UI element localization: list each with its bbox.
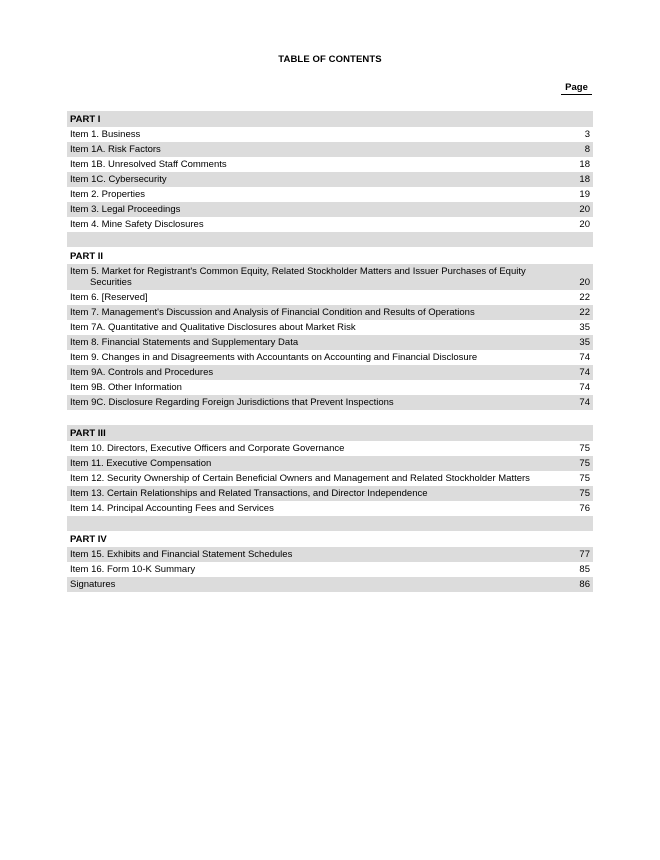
part-label [70, 534, 560, 547]
entry-label-text: Item 3. Legal Proceedings [70, 204, 181, 215]
entry-label [70, 382, 560, 395]
entry-label-text: Item 9A. Controls and Procedures [70, 367, 214, 378]
entry-page-number: 77 [579, 549, 590, 560]
toc-entry[interactable] [67, 577, 593, 592]
entry-page-number: 3 [584, 129, 590, 140]
toc-title: TABLE OF CONTENTS [278, 54, 382, 65]
entry-label-text: PART IV [70, 534, 107, 545]
entry-page-number: 22 [579, 307, 590, 318]
entry-page-number: 19 [579, 189, 590, 200]
entry-page-number: 74 [579, 397, 590, 408]
entry-label [70, 174, 560, 187]
entry-page-number: 76 [579, 503, 590, 514]
entry-label [70, 579, 560, 592]
entry-page-number: 20 [579, 219, 590, 230]
entry-label [70, 322, 560, 335]
entry-label-text: Item 9C. Disclosure Regarding Foreign Jurisdictions that Prevent Inspections [70, 397, 394, 408]
entry-label [70, 458, 560, 471]
entry-page-number: 35 [579, 337, 590, 348]
toc-entry[interactable] [67, 202, 593, 217]
entry-page-number: 8 [584, 144, 590, 155]
entry-page-number: 18 [579, 174, 590, 185]
entry-page-number [560, 125, 590, 127]
entry-label-text: PART II [70, 251, 104, 262]
entry-label-text: PART I [70, 114, 101, 125]
entry-page-number: 20 [579, 277, 590, 288]
entry-page-number [560, 262, 590, 264]
entry-label [70, 549, 560, 562]
entry-label [70, 397, 560, 410]
entry-label-text: PART III [70, 428, 106, 439]
entry-label-text: Item 16. Form 10-K Summary [70, 564, 196, 575]
entry-label [70, 488, 560, 501]
entry-page-number: 22 [579, 292, 590, 303]
entry-page-number: 75 [579, 458, 590, 469]
toc-entry[interactable] [67, 456, 593, 471]
page-column-header: Page [561, 82, 592, 95]
toc-entry[interactable] [67, 305, 593, 320]
toc-entry[interactable] [67, 217, 593, 232]
part-label [70, 114, 560, 127]
toc-entry[interactable] [67, 264, 593, 290]
entry-label-text: Item 1A. Risk Factors [70, 144, 161, 155]
toc-entry[interactable] [67, 471, 593, 486]
toc-entry[interactable] [67, 441, 593, 456]
entry-label [70, 307, 560, 320]
entry-page-number: 75 [579, 488, 590, 499]
toc-part-heading [67, 531, 593, 547]
entry-label [70, 144, 560, 157]
entry-label-text: Item 11. Executive Compensation [70, 458, 212, 469]
entry-label-text: Item 8. Financial Statements and Supplementary Data [70, 337, 299, 348]
entry-label-text: Item 10. Directors, Executive Officers and Corporate Governance [70, 443, 345, 454]
toc-part-heading [67, 111, 593, 127]
entry-label [70, 292, 560, 305]
entry-label [70, 443, 560, 456]
entry-page-number: 75 [579, 443, 590, 454]
entry-label-text: Item 7A. Quantitative and Qualitative Disclosures about Market Risk [70, 322, 356, 333]
toc-part-heading [67, 425, 593, 441]
toc-entry[interactable] [67, 562, 593, 577]
toc-entry[interactable] [67, 320, 593, 335]
entry-page-number: 18 [579, 159, 590, 170]
part-label [70, 428, 560, 441]
entry-label-text: Item 14. Principal Accounting Fees and Services [70, 503, 274, 514]
entry-label [70, 503, 560, 516]
toc-entry[interactable] [67, 335, 593, 350]
entry-page-number [560, 545, 590, 547]
entry-label [70, 189, 560, 202]
entry-label-text: Item 1. Business [70, 129, 141, 140]
entry-page-number [560, 439, 590, 441]
entry-label-text: Item 12. Security Ownership of Certain Beneficial Owners and Management and Related Stockholder Matters [70, 473, 530, 484]
entry-label [70, 352, 560, 365]
toc-entry[interactable] [67, 187, 593, 202]
entry-label [70, 473, 560, 486]
entry-page-number: 75 [579, 473, 590, 484]
toc-part-heading [67, 247, 593, 264]
entry-label-text: Signatures [70, 579, 116, 590]
entry-page-number: 35 [579, 322, 590, 333]
entry-label [70, 367, 560, 380]
entry-page-number: 74 [579, 382, 590, 393]
toc-entry[interactable] [67, 395, 593, 410]
entry-label-continuation: Securities [90, 277, 132, 288]
entry-label [70, 219, 560, 232]
entry-label [70, 266, 560, 290]
toc-entry[interactable] [67, 172, 593, 187]
entry-label-text: Item 7. Management's Discussion and Analysis of Financial Condition and Results of Operations [70, 307, 475, 318]
toc-entry[interactable] [67, 350, 593, 365]
toc-spacer-row [67, 232, 593, 247]
entry-label [70, 337, 560, 350]
entry-page-number: 74 [579, 352, 590, 363]
toc-entry[interactable] [67, 547, 593, 562]
toc-entry[interactable] [67, 380, 593, 395]
toc-entry[interactable] [67, 290, 593, 305]
entry-label-text: Item 9. Changes in and Disagreements with Accountants on Accounting and Financial Disclosure [70, 352, 478, 363]
entry-label [70, 159, 560, 172]
entry-label-text: Item 13. Certain Relationships and Related Transactions, and Director Independence [70, 488, 428, 499]
entry-label-text: Item 1B. Unresolved Staff Comments [70, 159, 227, 170]
toc-entry[interactable] [67, 501, 593, 516]
entry-label-text: Item 15. Exhibits and Financial Statement Schedules [70, 549, 293, 560]
toc-spacer-row [67, 410, 593, 425]
entry-page-number: 85 [579, 564, 590, 575]
toc-entry[interactable] [67, 127, 593, 142]
entry-label-text: Item 6. [Reserved] [70, 292, 148, 303]
entry-label [70, 129, 560, 142]
entry-label-text: Item 2. Properties [70, 189, 145, 200]
entry-label [70, 564, 560, 577]
entry-page-number: 74 [579, 367, 590, 378]
entry-page-number: 20 [579, 204, 590, 215]
entry-page-number: 86 [579, 579, 590, 590]
entry-label [70, 204, 560, 217]
entry-label-text: Item 1C. Cybersecurity [70, 174, 167, 185]
part-label [70, 251, 560, 264]
toc-entry[interactable] [67, 486, 593, 501]
toc-entry[interactable] [67, 365, 593, 380]
entry-label-text: Item 4. Mine Safety Disclosures [70, 219, 204, 230]
toc-entry[interactable] [67, 142, 593, 157]
entry-label-text: Item 5. Market for Registrant's Common Equity, Related Stockholder Matters and Issuer Purchases of Equity [70, 266, 526, 277]
toc-entry[interactable] [67, 157, 593, 172]
toc-table [67, 111, 593, 592]
entry-label-text: Item 9B. Other Information [70, 382, 182, 393]
toc-spacer-row [67, 516, 593, 531]
